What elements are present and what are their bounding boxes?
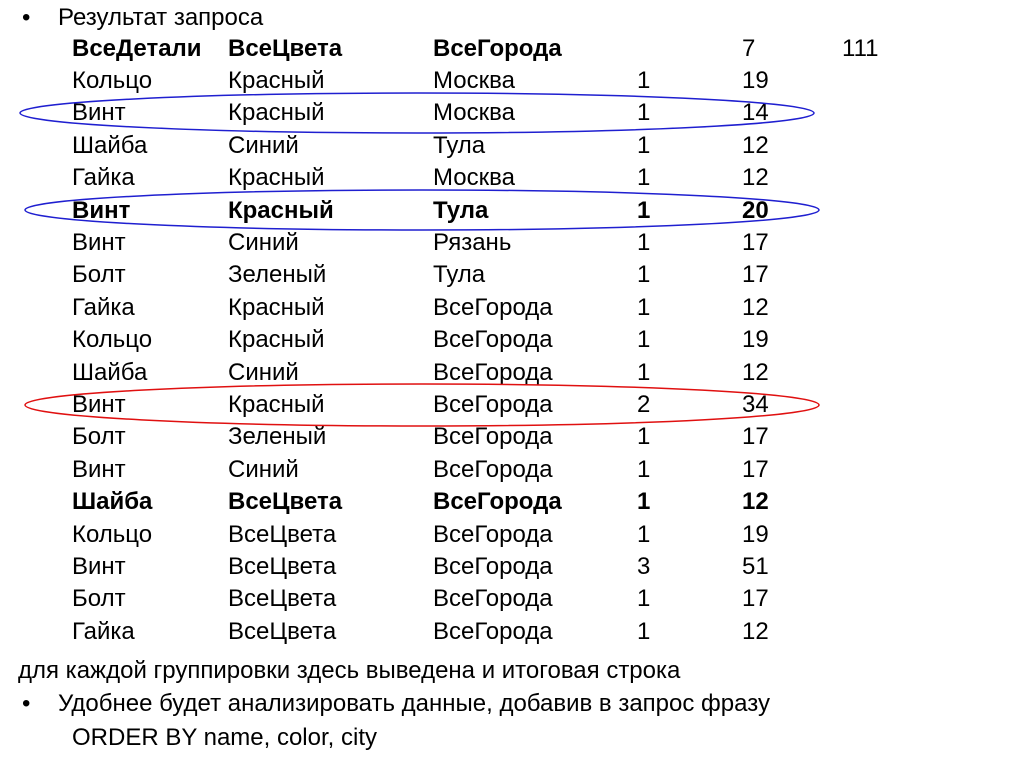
sum-cell: 12 — [742, 294, 769, 321]
table-row — [0, 519, 1024, 551]
part-cell: Гайка — [72, 618, 135, 645]
sum-cell: 12 — [742, 488, 769, 515]
part-cell: Шайба — [72, 132, 148, 159]
sum-cell: 17 — [742, 261, 769, 288]
count-cell: 1 — [637, 67, 651, 94]
table-row — [0, 195, 1024, 227]
city-cell: Москва — [433, 67, 515, 94]
header-cell-color: ВсеЦвета — [228, 35, 343, 62]
sum-cell: 17 — [742, 456, 769, 483]
city-cell: ВсеГорода — [433, 456, 553, 483]
city-cell: Тула — [433, 261, 486, 288]
table-row — [0, 486, 1024, 518]
table-row — [0, 389, 1024, 421]
part-cell: Кольцо — [72, 521, 153, 548]
city-cell: ВсеГорода — [433, 391, 553, 418]
count-cell: 1 — [637, 521, 651, 548]
city-cell: Тула — [433, 197, 489, 224]
city-cell: ВсеГорода — [433, 553, 553, 580]
header-cell-city: ВсеГорода — [433, 35, 562, 62]
city-cell: Москва — [433, 99, 515, 126]
part-cell: Винт — [72, 456, 126, 483]
bullet-marker: • — [22, 4, 31, 31]
part-cell: Гайка — [72, 164, 135, 191]
bullet-marker-2: • — [22, 690, 31, 717]
result-title: Результат запроса — [58, 4, 264, 31]
table-row — [0, 421, 1024, 453]
count-cell: 1 — [637, 261, 651, 288]
count-cell: 1 — [637, 456, 651, 483]
part-cell: Шайба — [72, 359, 148, 386]
color-cell: Красный — [228, 197, 334, 224]
table-row — [0, 162, 1024, 194]
part-cell: Винт — [72, 229, 126, 256]
color-cell: Синий — [228, 456, 299, 483]
grouping-note: для каждой группировки здесь выведена и итоговая строка — [18, 657, 681, 684]
color-cell: Красный — [228, 326, 325, 353]
sum-cell: 19 — [742, 521, 769, 548]
sum-cell: 14 — [742, 99, 769, 126]
count-cell: 1 — [637, 359, 651, 386]
sum-cell: 17 — [742, 423, 769, 450]
color-cell: Красный — [228, 164, 325, 191]
sum-cell: 17 — [742, 229, 769, 256]
table-row — [0, 357, 1024, 389]
part-cell: Кольцо — [72, 67, 153, 94]
count-cell: 3 — [637, 553, 651, 580]
count-cell: 1 — [637, 294, 651, 321]
city-cell: ВсеГорода — [433, 423, 553, 450]
color-cell: Синий — [228, 359, 299, 386]
count-cell: 1 — [637, 618, 651, 645]
city-cell: ВсеГорода — [433, 585, 553, 612]
count-cell: 1 — [637, 488, 651, 515]
table-row — [0, 324, 1024, 356]
city-cell: Тула — [433, 132, 486, 159]
table-row — [0, 583, 1024, 615]
part-cell: Шайба — [72, 488, 153, 515]
color-cell: Зеленый — [228, 261, 327, 288]
table-row — [0, 292, 1024, 324]
table-row — [0, 551, 1024, 583]
city-cell: Москва — [433, 164, 515, 191]
sum-cell: 34 — [742, 391, 769, 418]
color-cell: ВсеЦвета — [228, 488, 343, 515]
table-row — [0, 97, 1024, 129]
table-row — [0, 454, 1024, 486]
city-cell: Рязань — [433, 229, 512, 256]
sum-cell: 19 — [742, 326, 769, 353]
count-cell: 1 — [637, 229, 651, 256]
header-cell-sum-total: 111 — [842, 35, 879, 62]
color-cell: Синий — [228, 229, 299, 256]
color-cell: ВсеЦвета — [228, 553, 337, 580]
city-cell: ВсеГорода — [433, 521, 553, 548]
count-cell: 1 — [637, 326, 651, 353]
count-cell: 1 — [637, 197, 651, 224]
city-cell: ВсеГорода — [433, 488, 562, 515]
count-cell: 1 — [637, 132, 651, 159]
table-row — [0, 616, 1024, 648]
count-cell: 1 — [637, 164, 651, 191]
color-cell: Зеленый — [228, 423, 327, 450]
count-cell: 1 — [637, 99, 651, 126]
sum-cell: 17 — [742, 585, 769, 612]
header-cell-count-total: 7 — [742, 35, 756, 62]
count-cell: 2 — [637, 391, 651, 418]
color-cell: Синий — [228, 132, 299, 159]
color-cell: ВсеЦвета — [228, 618, 337, 645]
sum-cell: 12 — [742, 132, 769, 159]
city-cell: ВсеГорода — [433, 359, 553, 386]
count-cell: 1 — [637, 585, 651, 612]
sum-cell: 51 — [742, 553, 769, 580]
color-cell: Красный — [228, 67, 325, 94]
city-cell: ВсеГорода — [433, 618, 553, 645]
tip-text: Удобнее будет анализировать данные, добавив в запрос фразу — [58, 690, 770, 717]
header-cell-part: ВсеДетали — [72, 35, 202, 62]
color-cell: Красный — [228, 294, 325, 321]
color-cell: Красный — [228, 99, 325, 126]
part-cell: Винт — [72, 197, 131, 224]
part-cell: Болт — [72, 261, 126, 288]
part-cell: Болт — [72, 423, 126, 450]
color-cell: Красный — [228, 391, 325, 418]
city-cell: ВсеГорода — [433, 326, 553, 353]
part-cell: Гайка — [72, 294, 135, 321]
city-cell: ВсеГорода — [433, 294, 553, 321]
table-row — [0, 130, 1024, 162]
sum-cell: 20 — [742, 197, 769, 224]
table-row — [0, 259, 1024, 291]
part-cell: Винт — [72, 391, 126, 418]
sum-cell: 12 — [742, 618, 769, 645]
table-row — [0, 227, 1024, 259]
sum-cell: 12 — [742, 164, 769, 191]
table-row — [0, 65, 1024, 97]
table-header-row — [0, 33, 1024, 65]
color-cell: ВсеЦвета — [228, 585, 337, 612]
sum-cell: 12 — [742, 359, 769, 386]
part-cell: Винт — [72, 99, 126, 126]
part-cell: Винт — [72, 553, 126, 580]
sql-clause: ORDER BY name, color, city — [72, 724, 377, 751]
color-cell: ВсеЦвета — [228, 521, 337, 548]
sum-cell: 19 — [742, 67, 769, 94]
part-cell: Кольцо — [72, 326, 153, 353]
count-cell: 1 — [637, 423, 651, 450]
part-cell: Болт — [72, 585, 126, 612]
